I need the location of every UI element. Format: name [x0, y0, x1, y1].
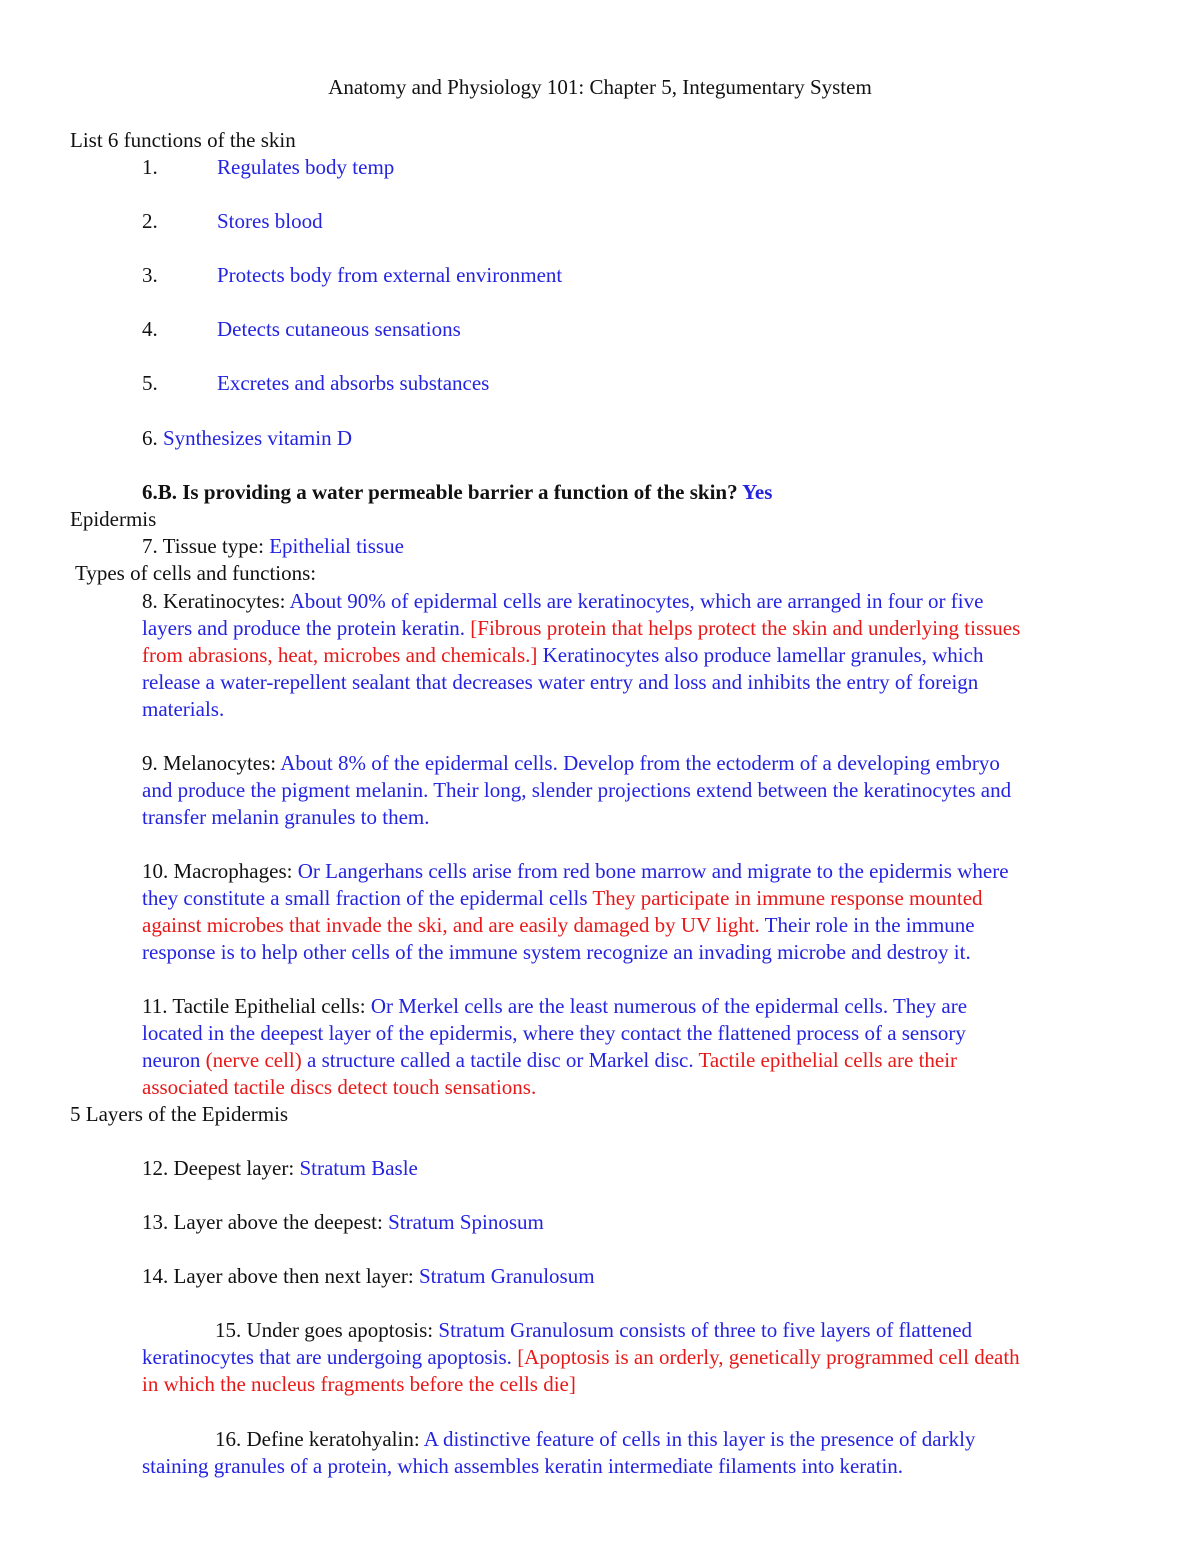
question-6b — [142, 479, 772, 505]
question-label: 8. Keratinocytes: — [142, 589, 286, 613]
answer-line: Or Merkel cells are the least numerous of the epidermal cells. They are — [370, 994, 968, 1018]
answer-line: staining granules of a protein, which assembles keratin intermediate filaments into keratin. — [142, 1454, 904, 1478]
answer-line: and produce the pigment melanin. Their long, slender projections extend between the keratinocytes and — [142, 778, 1012, 802]
answer-line: transfer melanin granules to them. — [142, 805, 430, 829]
answer-line: they constitute a small fraction of the epidermal cells — [142, 886, 588, 910]
list-item-answer: Detects cutaneous sensations — [217, 317, 461, 341]
page-title: Anatomy and Physiology 101: Chapter 5, Integumentary System — [328, 75, 872, 99]
list-item-number: 5. — [142, 371, 158, 395]
note-line: from abrasions, heat, microbes and chemicals.] — [142, 643, 538, 667]
list-item-answer: Excretes and absorbs substances — [217, 371, 490, 395]
answer-line: response is to help other cells of the immune system recognize an invading microbe and destroy it. — [142, 940, 971, 964]
answer-line: Or Langerhans cells arise from red bone marrow and migrate to the epidermis where — [297, 859, 1009, 883]
answer-line: About 90% of epidermal cells are keratinocytes, which are arranged in four or five — [289, 589, 984, 613]
question-13 — [142, 1209, 544, 1235]
answer-line: located in the deepest layer of the epidermis, where they contact the flattened process of a sensory — [142, 1021, 966, 1045]
answer-line: release a water-repellent sealant that decreases water entry and loss and inhibits the entry of foreign — [142, 670, 979, 694]
question-label: 16. Define keratohyalin: — [215, 1427, 420, 1451]
question-12 — [142, 1155, 418, 1181]
note-line: [Apoptosis is an orderly, genetically programmed cell death — [517, 1345, 1020, 1369]
question-answer: Stratum Spinosum — [388, 1210, 544, 1234]
list-item-number: 2. — [142, 209, 158, 233]
list-item-number: 1. — [142, 155, 158, 179]
note-line: [Fibrous protein that helps protect the skin and underlying tissues — [470, 616, 1021, 640]
note-line: in which the nucleus fragments before the cells die] — [142, 1372, 576, 1396]
list-item-6 — [142, 425, 352, 451]
answer-line: a structure called a tactile disc or Markel disc. — [307, 1048, 694, 1072]
functions-heading: List 6 functions of the skin — [70, 128, 296, 152]
note-line: Tactile epithelial cells are their — [698, 1048, 958, 1072]
question-answer: Yes — [742, 480, 773, 504]
question-answer: Stratum Basle — [299, 1156, 418, 1180]
answer-line: materials. — [142, 697, 225, 721]
answer-line: neuron — [142, 1048, 201, 1072]
list-item-answer: Protects body from external environment — [217, 263, 563, 287]
note-line: They participate in immune response mounted — [592, 886, 983, 910]
answer-line: A distinctive feature of cells in this layer is the presence of darkly — [423, 1427, 976, 1451]
epidermis-heading: Epidermis — [70, 507, 157, 531]
note-line: associated tactile discs detect touch sensations. — [142, 1075, 537, 1099]
list-item-answer: Stores blood — [217, 209, 323, 233]
question-7 — [142, 533, 404, 559]
answer-line: Keratinocytes also produce lamellar granules, which — [542, 643, 984, 667]
question-text: 6.B. Is providing a water permeable barrier a function of the skin? — [142, 480, 738, 504]
question-14 — [142, 1263, 595, 1289]
layers-heading: 5 Layers of the Epidermis — [70, 1102, 289, 1126]
question-answer: Stratum Granulosum — [418, 1264, 595, 1288]
answer-line: keratinocytes that are undergoing apoptosis. — [142, 1345, 512, 1369]
question-answer: Epithelial tissue — [269, 534, 404, 558]
answer-line: Their role in the immune — [764, 913, 975, 937]
question-label: 10. Macrophages: — [142, 859, 293, 883]
question-label: 13. Layer above the deepest: — [142, 1210, 383, 1234]
question-label: 15. Under goes apoptosis: — [215, 1318, 434, 1342]
answer-line: layers and produce the protein keratin. — [142, 616, 466, 640]
list-item-answer: Regulates body temp — [217, 155, 395, 179]
note-line: against microbes that invade the ski, and are easily damaged by UV light. — [142, 913, 760, 937]
list-item-number: 6. — [142, 426, 158, 450]
answer-line: Stratum Granulosum consists of three to five layers of flattened — [438, 1318, 973, 1342]
question-label: 14. Layer above then next layer: — [142, 1264, 414, 1288]
cells-heading: Types of cells and functions: — [75, 561, 317, 585]
list-item-number: 4. — [142, 317, 158, 341]
list-item-answer: Synthesizes vitamin D — [163, 426, 352, 450]
list-item-number: 3. — [142, 263, 158, 287]
question-label: 7. Tissue type: — [142, 534, 264, 558]
answer-line: About 8% of the epidermal cells. Develop from the ectoderm of a developing embryo — [280, 751, 1000, 775]
question-label: 9. Melanocytes: — [142, 751, 277, 775]
question-label: 11. Tactile Epithelial cells: — [142, 994, 366, 1018]
question-label: 12. Deepest layer: — [142, 1156, 295, 1180]
note-line: (nerve cell) — [205, 1048, 302, 1072]
